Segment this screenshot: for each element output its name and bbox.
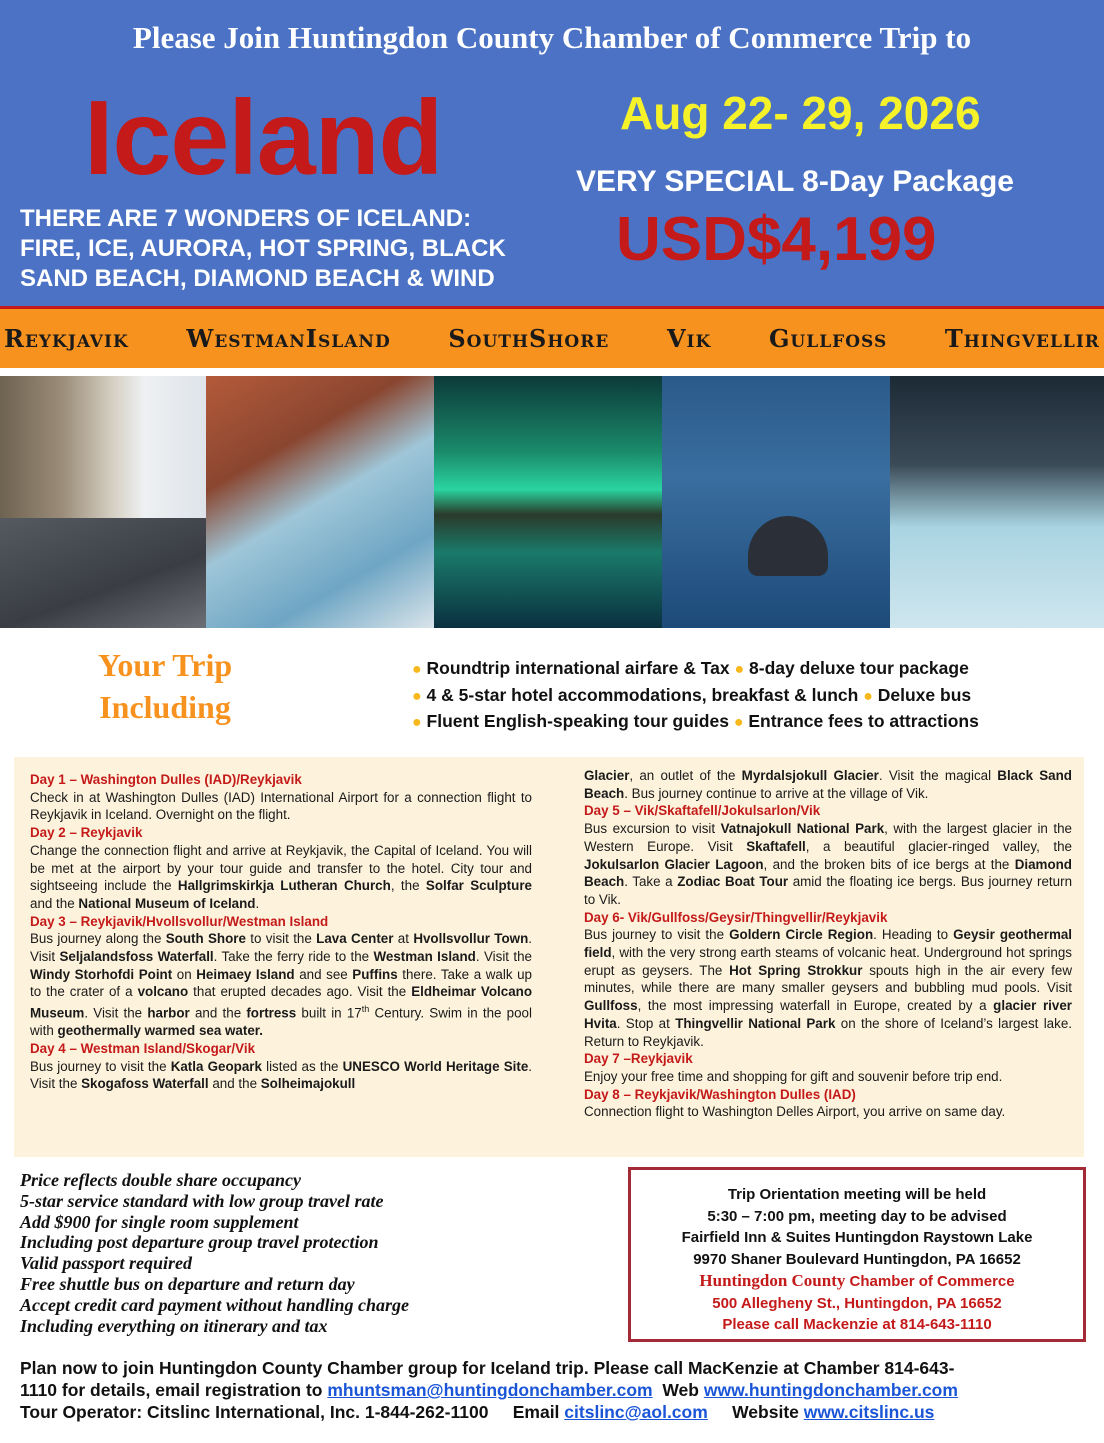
photo-hot-spring: [890, 376, 1104, 628]
trip-dates: Aug 22- 29, 2026: [620, 87, 981, 139]
day-text: Check in at Washington Dulles (IAD) International Airport for a connection flight to Reykjavik in Iceland. Overnight on the flight.: [30, 789, 532, 823]
bullet-icon: ●: [863, 687, 873, 705]
trip-label-line: Including: [99, 689, 231, 725]
footer-line: 1110 for details, email registration to mhuntsman@huntingdonchamber.com Web www.huntingdonchamber.com: [20, 1380, 958, 1400]
day-text: Bus excursion to visit Vatnajokull National Park, with the largest glacier in the Western Europe. Visit Skaftafell, a beautiful glacier-ringed valley, the Jokulsarlon Glacier Lagoon, and the broken bits of ice bergs at the Diamond Beach. Take a Zodiac Boat Tour amid the floating ice bergs. Bus journey return to Vik.: [584, 821, 1073, 907]
day-text: Bus journey to visit the Goldern Circle Region. Heading to Geysir geothermal field, with the very strong earth steams of volcanic heat. Underground hot springs erupt as geysers. The Hot Spring Strokkur spouts high in the air every few minutes, while there are many smaller geysers and bubbling mud pools. Visit Gullfoss, the most impressing waterfall in Europe, created by a glacier river Hvita. Stop at Thingvellir National Park on the shore of Iceland’s largest lake. Return to Reykjavik.: [584, 927, 1073, 1049]
photo-aurora: [434, 376, 662, 628]
operator-email-link[interactable]: citslinc@aol.com: [564, 1402, 708, 1422]
footer-line: Tour Operator: Citslinc International, Inc. 1-844-262-1100 Email citslinc@aol.com Website www.citslinc.us: [20, 1402, 935, 1422]
destination-item: Reykjavik: [4, 324, 129, 353]
photo-glacier: [206, 376, 434, 628]
day-title: Day 4 – Westman Island/Skogar/Vik: [30, 1041, 256, 1057]
note-item: Price reflects double share occupancy: [20, 1170, 301, 1190]
wonders-line: THERE ARE 7 WONDERS OF ICELAND:: [20, 205, 472, 232]
trip-including-label: [80, 644, 250, 728]
note-item: Free shuttle bus on departure and return day: [20, 1273, 355, 1294]
photo-whale-tail: [662, 376, 890, 628]
day-title: Day 3 – Reykjavik/Hvollsvollur/Westman Island: [30, 913, 329, 929]
note-item: Including post departure group travel protection: [20, 1232, 379, 1253]
includes-list: [412, 656, 1092, 736]
day-text: Bus journey along the South Shore to visit the Lava Center at Hvollsvollur Town. Visit Seljalandsfoss Waterfall. Take the ferry ride to the Westman Island. Visit the Windy Storhofdi Point on Heimaey Island and see Puffins there. Take a walk up to the crater of a volcano that erupted decades ago. Visit the Eldheimar Volcano Museum. Visit the harbor and the fortress built in 17th Century. Swim in the pool with geothermally warmed sea water.: [30, 931, 533, 1039]
footer-contact: [20, 1357, 1090, 1423]
note-item: Accept credit card payment without handling charge: [20, 1294, 410, 1315]
day-title: Day 7 –Reykjavik: [584, 1051, 693, 1067]
include-item: Fluent English-speaking tour guides: [426, 711, 729, 731]
header-banner: [0, 0, 1104, 306]
photo-black-sand-beach: [0, 376, 206, 628]
note-item: 5-star service standard with low group travel rate: [20, 1190, 384, 1211]
include-item: Roundtrip international airfare & Tax: [426, 658, 730, 678]
note-item: Valid passport required: [20, 1253, 193, 1274]
trip-price: USD$4,199: [616, 205, 937, 274]
website-link[interactable]: www.huntingdonchamber.com: [703, 1380, 958, 1400]
bullet-icon: ●: [734, 661, 745, 678]
email-link[interactable]: mhuntsman@huntingdonchamber.com: [327, 1380, 653, 1400]
include-item: Entrance fees to attractions: [748, 711, 979, 731]
wonders-line: SAND BEACH, DIAMOND BEACH & WIND: [20, 265, 495, 292]
destination-item: Gullfoss: [768, 324, 888, 353]
destinations-bar: [0, 306, 1104, 368]
operator-website-link[interactable]: www.citslinc.us: [803, 1402, 935, 1422]
header-title: Please Join Huntingdon County Chamber of Commerce Trip to: [132, 20, 972, 55]
destination-item: Vik: [666, 324, 712, 353]
footer-line: Plan now to join Huntingdon County Chamber group for Iceland trip. Please call MacKenzie at Chamber 814-643-: [20, 1358, 955, 1378]
note-item: Including everything on itinerary and tax: [20, 1315, 328, 1336]
orientation-org: Huntingdon County Chamber of Commerce: [699, 1271, 1015, 1290]
price-notes: [20, 1170, 580, 1336]
day-title: Day 6- Vik/Gullfoss/Geysir/Thingvellir/Reykjavik: [584, 909, 888, 925]
wonders-line: FIRE, ICE, AURORA, HOT SPRING, BLACK: [20, 235, 506, 262]
photo-strip: [0, 376, 1104, 628]
orientation-line: 9970 Shaner Boulevard Huntingdon, PA 16652: [693, 1250, 1021, 1268]
day-title: Day 1 – Washington Dulles (IAD)/Reykjavik: [30, 772, 302, 787]
destination-item: WestmanIsland: [186, 324, 391, 353]
itinerary-right-column: [584, 767, 1072, 1121]
day-text: Connection flight to Washington Delles Airport, you arrive on same day.: [584, 1104, 1006, 1120]
bullet-icon: ●: [412, 661, 422, 678]
note-item: Add $900 for single room supplement: [20, 1211, 299, 1232]
destination-title: Iceland: [84, 79, 443, 197]
include-item: Deluxe bus: [877, 684, 972, 705]
itinerary-left-column: [30, 771, 532, 1093]
day-text: Enjoy your free time and shopping for gift and souvenir before trip end.: [584, 1068, 1003, 1084]
include-item: 8-day deluxe tour package: [749, 658, 969, 678]
day-text: Change the connection flight and arrive at Reykjavik, the Capital of Iceland. You will be met at the airport by your tour guide and transfer to the hotel. City tour and sightseeing include the Hallgrimskirkja Lutheran Church, the Solfar Sculpture and the National Museum of Iceland.: [30, 842, 532, 911]
wonders-text: [20, 204, 560, 294]
orientation-line: 500 Allegheny St., Huntingdon, PA 16652: [712, 1294, 1002, 1312]
day-text: Bus journey to visit the Katla Geopark listed as the UNESCO World Heritage Site. Visit the Skogafoss Waterfall and the Solheimajokull: [30, 1058, 533, 1092]
day-title: Day 8 – Reykjavik/Washington Dulles (IAD): [584, 1086, 856, 1102]
bullet-icon: ●: [412, 687, 422, 705]
bullet-icon: ●: [412, 714, 422, 731]
orientation-line: Please call Mackenzie at 814-643-1110: [722, 1316, 992, 1333]
bullet-icon: ●: [733, 714, 744, 731]
itinerary-panel: [14, 757, 1084, 1157]
orientation-line: 5:30 – 7:00 pm, meeting day to be advised: [707, 1207, 1007, 1225]
day-text: Glacier, an outlet of the Myrdalsjokull Glacier. Visit the magical Black Sand Beach. Bus journey continue to arrive at the village of Vik.: [584, 768, 1072, 801]
trip-label-line: Your Trip: [97, 647, 233, 683]
package-label: VERY SPECIAL 8-Day Package: [576, 165, 1014, 198]
day-title: Day 5 – Vik/Skaftafell/Jokulsarlon/Vik: [584, 803, 821, 819]
include-item: 4 & 5-star hotel accommodations, breakfast & lunch: [426, 684, 859, 705]
day-title: Day 2 – Reykjavik: [30, 825, 143, 841]
destination-item: SouthShore: [448, 324, 610, 353]
destination-item: Thingvellir: [944, 324, 1100, 353]
orientation-box: [628, 1167, 1086, 1342]
orientation-line: Fairfield Inn & Suites Huntingdon Raystown Lake: [681, 1229, 1033, 1246]
orientation-line: Trip Orientation meeting will be held: [727, 1186, 987, 1203]
